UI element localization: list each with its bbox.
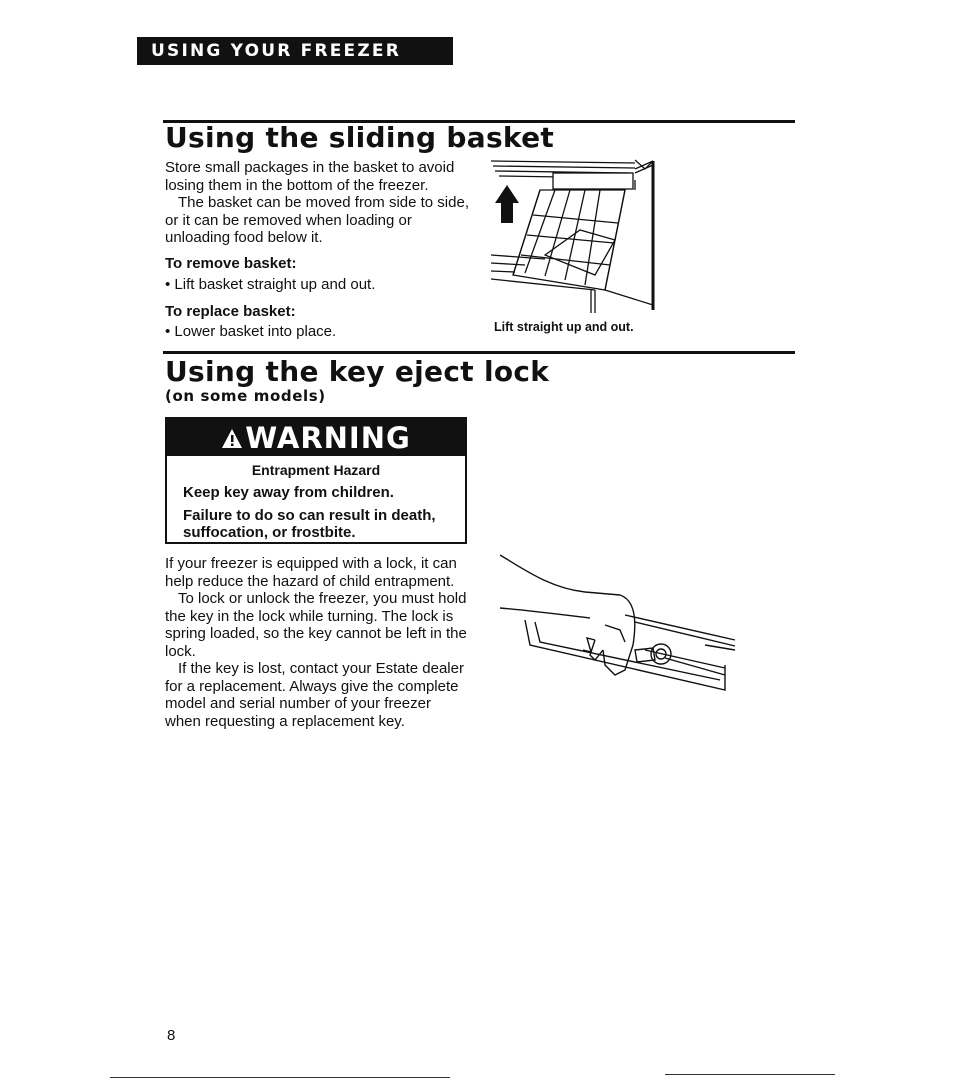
warning-label: WARNING <box>245 421 411 455</box>
warning-box <box>165 417 467 544</box>
section-divider <box>163 351 795 354</box>
page-number: 8 <box>167 1027 176 1044</box>
section-header-bar <box>137 37 453 65</box>
key-lock-illustration <box>495 550 740 710</box>
basket-para-1: Store small packages in the basket to avoid losing them in the bottom of the freezer. <box>165 159 455 194</box>
lock-para-1: If your freezer is equipped with a lock, it can help reduce the hazard of child entrapment. <box>165 555 457 590</box>
footer-rule-right <box>665 1074 835 1075</box>
basket-intro <box>165 159 470 247</box>
warning-hazard: Entrapment Hazard <box>251 462 381 478</box>
warning-line-1: Keep key away from children. <box>183 484 394 501</box>
remove-basket-step: • Lift basket straight up and out. <box>165 276 376 293</box>
replace-basket-step: • Lower basket into place. <box>165 323 337 340</box>
lock-para-2: To lock or unlock the freezer, you must hold the key in the lock while turning. The lock is spring loaded, so the key cannot be left in the lock. <box>165 590 467 660</box>
lock-section-title: Using the key eject lock <box>165 355 550 388</box>
basket-section-title: Using the sliding basket <box>165 121 555 154</box>
remove-basket-heading: To remove basket: <box>165 255 297 272</box>
basket-illustration <box>485 155 665 315</box>
up-arrow-icon <box>495 185 519 223</box>
replace-basket-heading: To replace basket: <box>165 303 296 320</box>
lock-section-subtitle: (on some models) <box>165 387 326 405</box>
section-header-label: USING YOUR FREEZER <box>151 41 401 61</box>
warning-banner <box>167 419 465 456</box>
warning-triangle-icon <box>221 428 243 450</box>
footer-rule-left <box>110 1077 450 1078</box>
basket-para-2: The basket can be moved from side to side, or it can be removed when loading or unloading food below it. <box>165 194 469 246</box>
basket-caption: Lift straight up and out. <box>494 320 634 334</box>
lock-body <box>165 555 470 730</box>
lock-para-3: If the key is lost, contact your Estate dealer for a replacement. Always give the complete model and serial number of your freezer when requesting a replacement key. <box>165 660 464 730</box>
warning-line-2: Failure to do so can result in death, suffocation, or frostbite. <box>183 507 436 541</box>
